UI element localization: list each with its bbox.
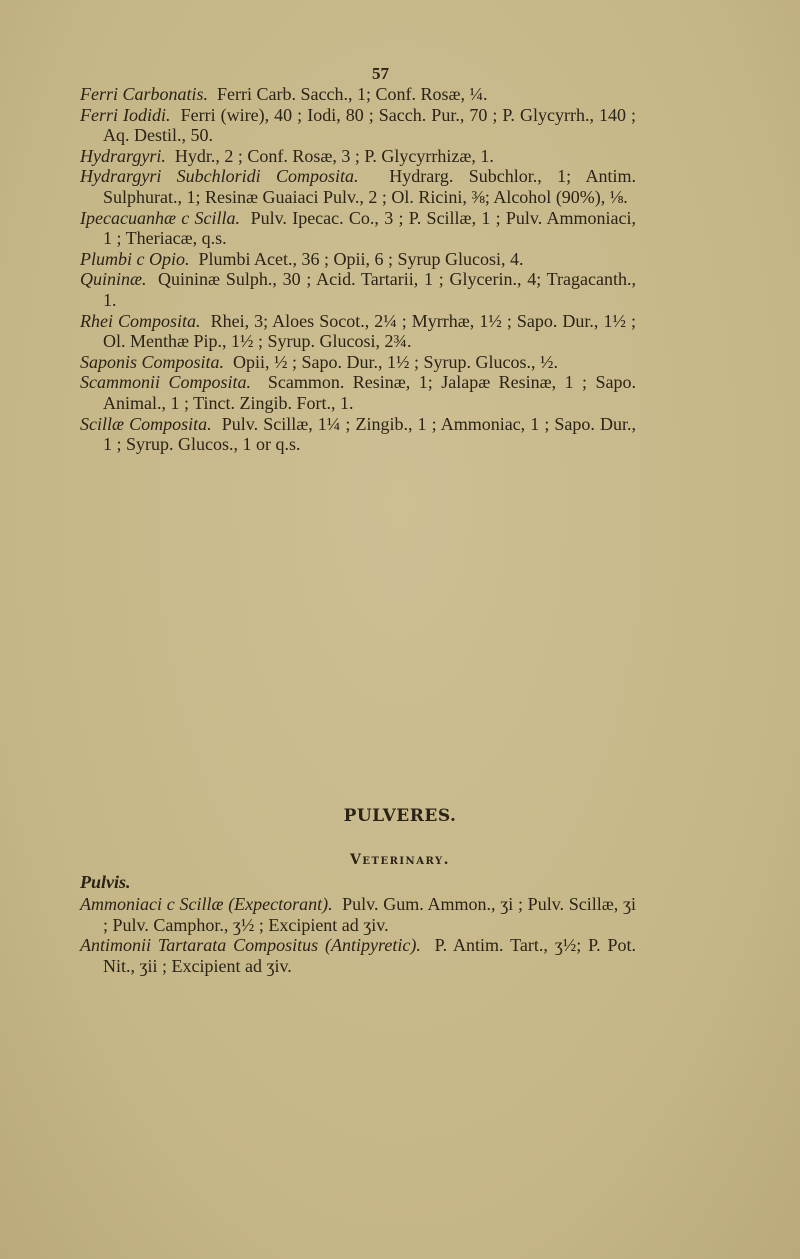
recipe-text: Hydr., 2 ; Conf. Rosæ, 3 ; P. Glycyrrhizæ, 1.: [174, 145, 494, 166]
recipe-title: Ferri Iodidi.: [80, 104, 171, 125]
recipe-entry: [80, 311, 636, 352]
recipe-text: Opii, ½ ; Sapo. Dur., 1½ ; Syrup. Glucos., ½.: [233, 351, 559, 372]
section-heading: PULVERES.: [343, 806, 457, 826]
recipe-title: Saponis Composita.: [80, 351, 225, 372]
recipe-text: Ferri Carb. Sacch., 1; Conf. Rosæ, ¼.: [217, 84, 488, 104]
recipe-title: Scillæ Composita.: [80, 413, 212, 434]
recipe-entry: [80, 166, 636, 207]
recipe-entry: [80, 372, 636, 413]
pilulae-list: [80, 84, 636, 455]
recipe-title: Ferri Carbonatis.: [80, 84, 209, 104]
recipe-title: Ipecacuanhæ c Scilla.: [80, 207, 241, 228]
recipe-text: Quininæ Sulph., 30 ; Acid. Tartarii, 1 ; Glycerin., 4; Tragacanth., 1.: [103, 269, 637, 310]
recipe-entry: [80, 269, 636, 310]
recipe-text: Pulv. Gum. Ammon., ʒi ; Pulv. Scillæ, ʒi ; Pulv. Camphor., ʒ½ ; Excipient ad ʒiv.: [103, 894, 637, 935]
pulvis-heading: Pulvis.: [80, 872, 131, 892]
recipe-title: Scammonii Composita.: [80, 372, 251, 393]
recipe-title: Ammoniaci c Scillæ (Expectorant).: [80, 894, 333, 914]
recipe-text: Rhei, 3; Aloes Socot., 2¼ ; Myrrhæ, 1½ ; Sapo. Dur., 1½ ; Ol. Menthæ Pip., 1½ ; Syrup. Glucosi, 2¾.: [103, 310, 636, 352]
recipe-text: Plumbi Acet., 36 ; Opii, 6 ; Syrup Glucosi, 4.: [198, 248, 524, 269]
recipe-title: Quininæ.: [80, 269, 147, 290]
recipe-text: Ferri (wire), 40 ; Iodi, 80 ; Sacch. Pur., 70 ; P. Glycyrrh., 140 ; Aq. Destil., 50.: [103, 104, 637, 146]
recipe-text: Pulv. Scillæ, 1¼ ; Zingib., 1 ; Ammoniac, 1 ; Sapo. Dur., 1 ; Syrup. Glucos., 1 or q.s.: [103, 413, 637, 455]
recipe-title: Plumbi c Opio.: [80, 248, 190, 269]
recipe-entry: [80, 352, 636, 373]
section-subheading: Veterinary.: [350, 852, 450, 868]
recipe-title: Rhei Composita.: [80, 310, 201, 331]
recipe-text: Pulv. Ipecac. Co., 3 ; P. Scillæ, 1 ; Pulv. Ammoniaci, 1 ; Theriacæ, q.s.: [103, 207, 637, 249]
recipe-entry: [80, 146, 636, 167]
pulveres-list: [80, 894, 636, 976]
recipe-entry: [80, 249, 636, 270]
recipe-entry: [80, 84, 636, 105]
recipe-entry: [80, 894, 636, 935]
page-number: 57: [372, 64, 389, 83]
recipe-text: P. Antim. Tart., ʒ½; P. Pot. Nit., ʒii ; Excipient ad ʒiv.: [103, 935, 636, 976]
recipe-title: Hydrargyri.: [80, 145, 166, 166]
recipe-entry: [80, 208, 636, 249]
recipe-title: Hydrargyri Subchloridi Composita.: [80, 166, 359, 187]
recipe-entry: [80, 414, 636, 455]
recipe-entry: [80, 935, 636, 976]
recipe-title: Antimonii Tartarata Compositus (Antipyretic).: [80, 935, 421, 956]
recipe-text: Scammon. Resinæ, 1; Jalapæ Resinæ, 1 ; Sapo. Animal., 1 ; Tinct. Zingib. Fort., 1.: [103, 372, 636, 413]
recipe-text: Hydrarg. Subchlor., 1; Antim. Sulphurat., 1; Resinæ Guaiaci Pulv., 2 ; Ol. Ricini, ⅜; Alcohol (90%), ⅛.: [103, 166, 636, 207]
recipe-entry: [80, 105, 636, 146]
